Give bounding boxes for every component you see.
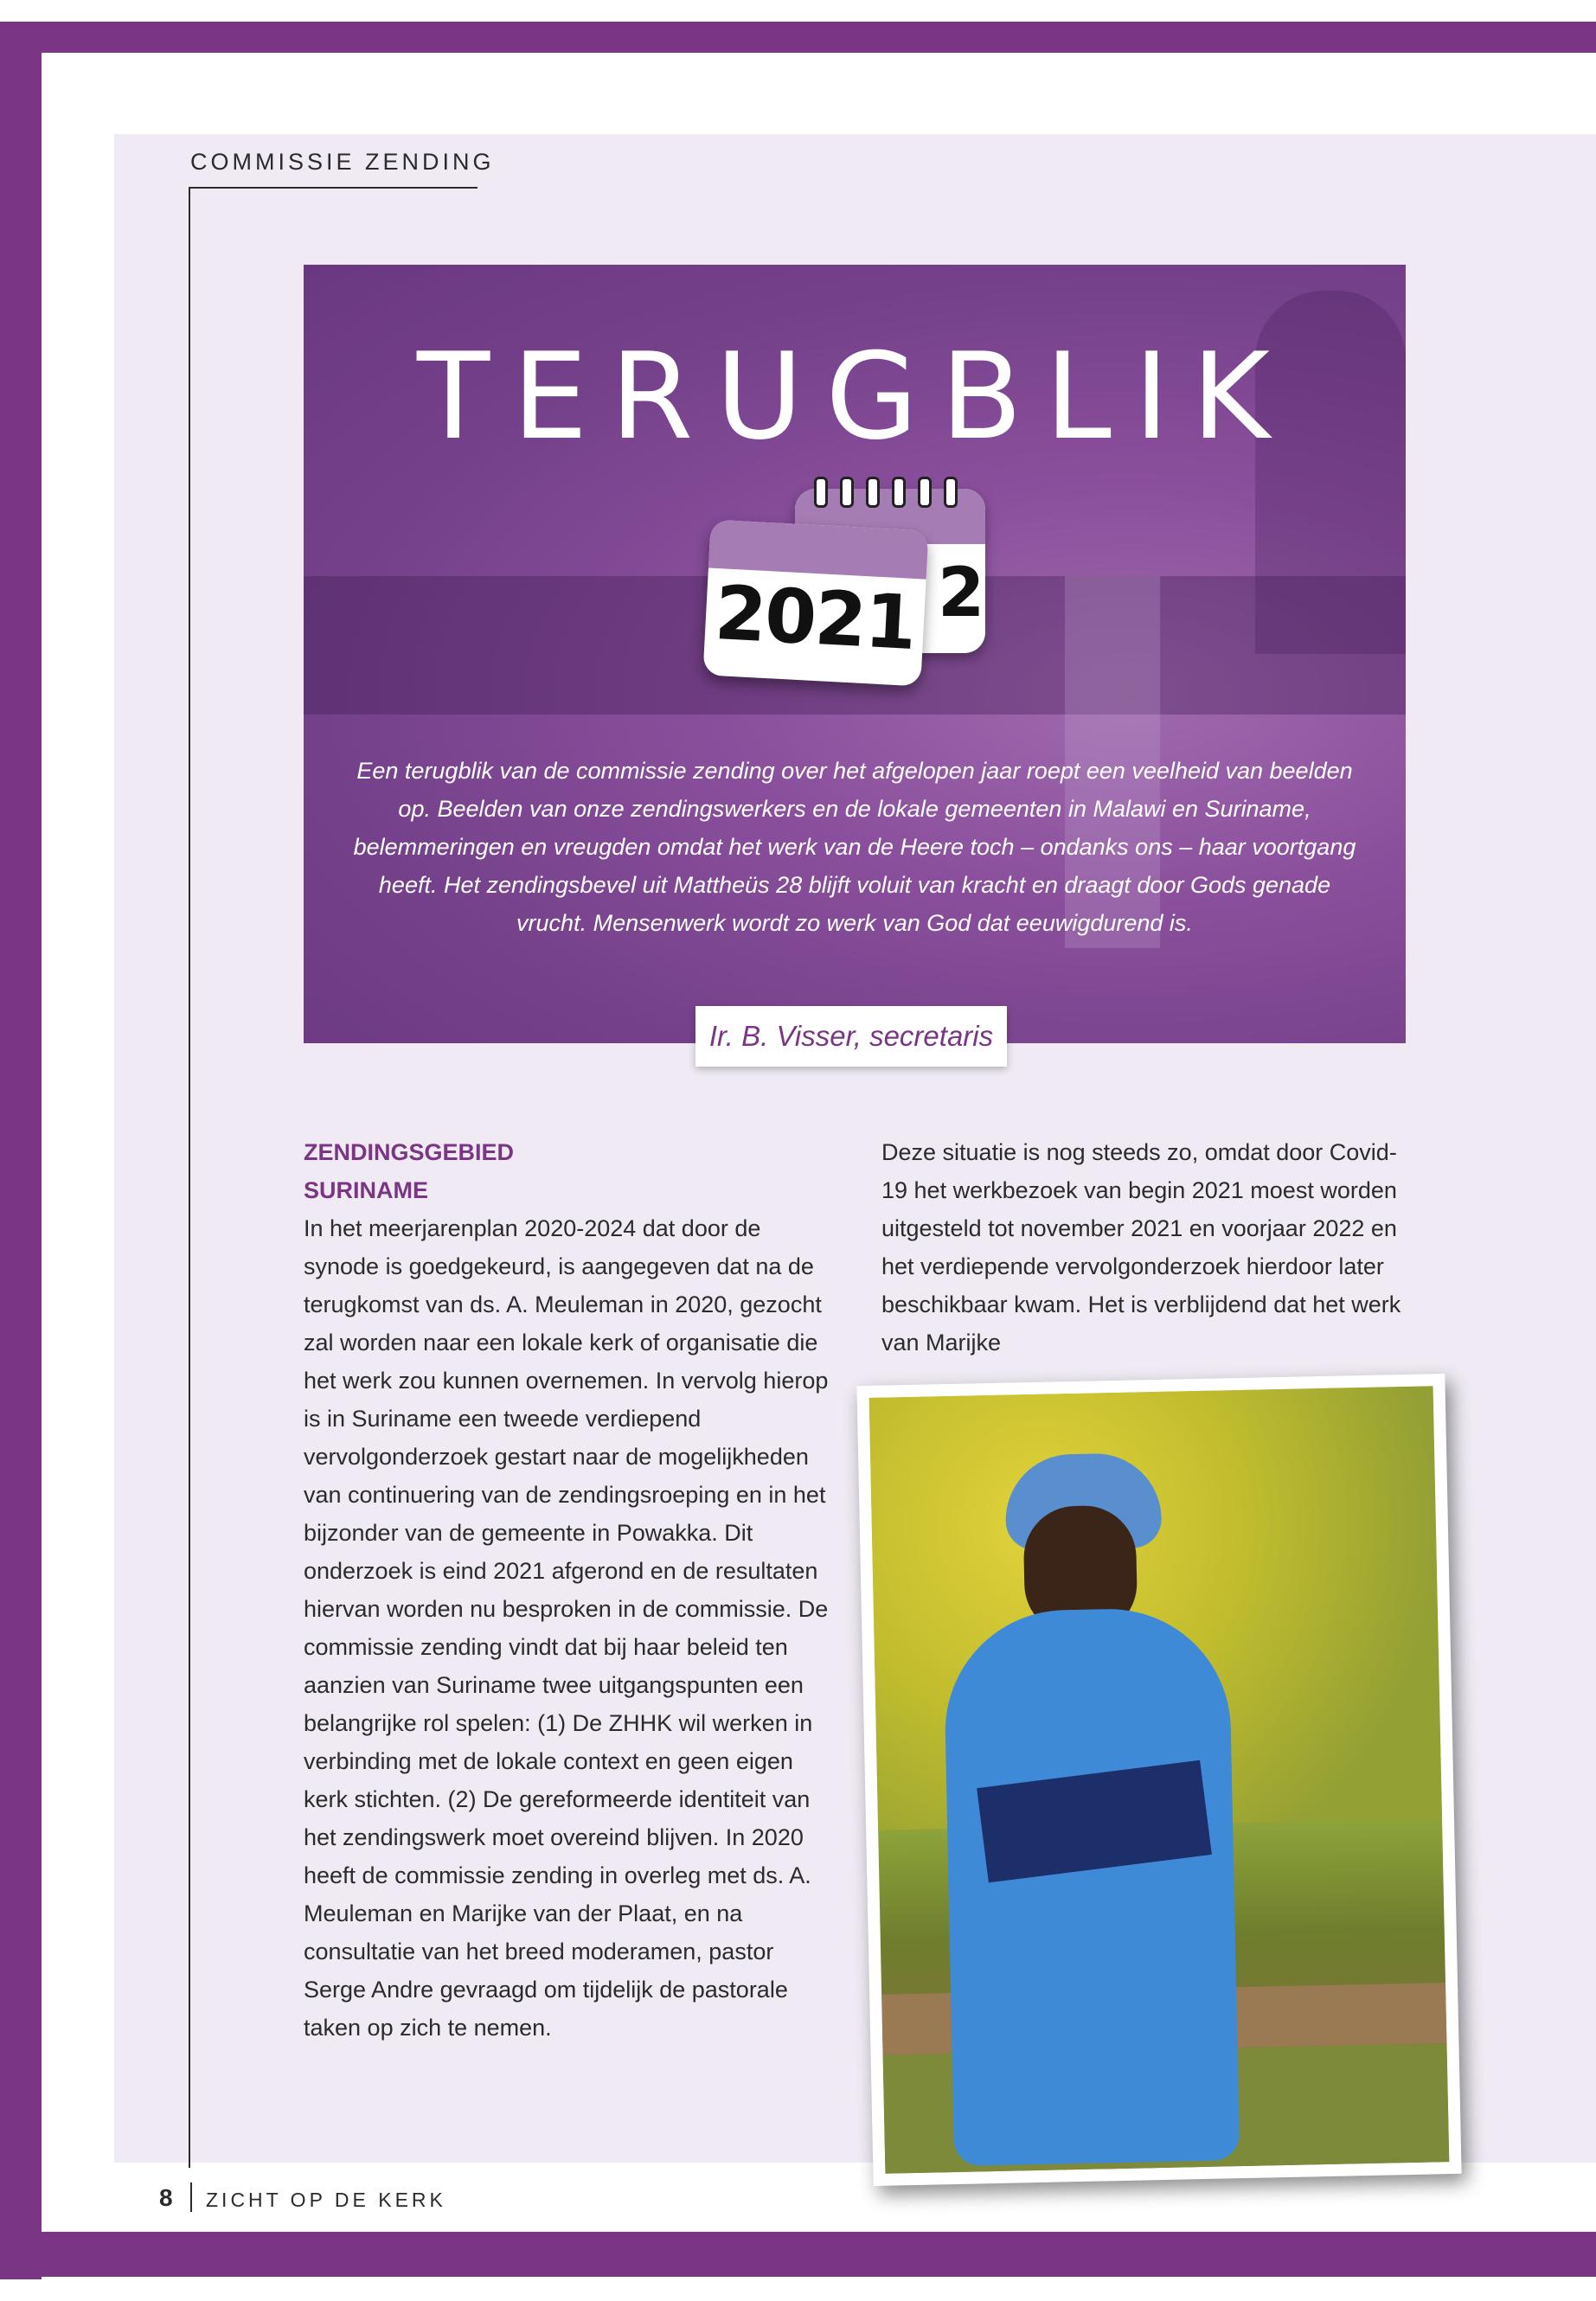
calendar-front-page — [702, 520, 928, 687]
article-body-left: In het meerjarenplan 2020-2024 dat door de synode is goedgekeurd, is aangegeven dat na de terugkomst van ds. A. Meuleman in 2020, gezocht zal worden naar een lokale kerk of organisatie die het werk zou kunnen overnemen. In vervolg hierop is in Suriname een tweede verdiepend vervolgonderzoek gestart naar de mogelijkheden van continuering van de zendingsroeping en in het bijzonder van de gemeente in Powakka. Dit onderzoek is eind 2021 afgerond en de resultaten hiervan worden nu besproken in de commissie. De commissie zending vindt dat bij haar beleid ten aanzien van Suriname twee uitgangspunten een belangrijke rol spelen: (1) De ZHHK wil werken in verbinding met de lokale context en geen eigen kerk stichten. (2) De gereformeerde identiteit van het zendingswerk moet overeind blijven. In 2020 heeft de commissie zending in overleg met ds. A. Meuleman en Marijke van der Plaat, en na consultatie van het breed moderamen, pastor Serge Andre gevraagd om tijdelijk de pastorale taken op zich te nemen. — [304, 1215, 829, 2041]
calendar-ring — [918, 477, 932, 508]
section-label: COMMISSIE ZENDING — [190, 149, 495, 175]
calendar-year: 2021 — [712, 569, 918, 667]
calendar-icon — [700, 471, 994, 688]
calendar-ring — [866, 477, 880, 508]
article-column-right — [881, 1133, 1418, 1362]
section-label-rule — [190, 187, 478, 189]
calendar-front-header — [708, 520, 929, 580]
calendar-ring — [944, 477, 958, 508]
article-column-left — [304, 1133, 840, 2047]
calendar-ring — [814, 477, 828, 508]
article-heading-line1: ZENDINGSGEBIED — [304, 1139, 515, 1165]
author-caption: Ir. B. Visser, secretaris — [695, 1006, 1007, 1067]
footer-separator — [190, 2182, 192, 2212]
hero-title: TERUGBLIK — [416, 327, 1293, 466]
magazine-name: ZICHT OP DE KERK — [206, 2189, 446, 2211]
margin-rule — [189, 187, 190, 2168]
hero-intro: Een terugblik van de commissie zending over het afgelopen jaar roept een veelheid van beelden op. Beelden van onze zendingswerkers en de lokale gemeenten in Malawi en Suriname, belemmeringen en vreugden omdat het werk van de Heere toch – ondanks ons – haar voortgang heeft. Het zendingsbevel uit Mattheüs 28 blijft voluit van kracht en draagt door Gods genade vrucht. Mensenwerk wordt zo werk van God dat eeuwigdurend is. — [353, 758, 1356, 936]
frame-bottom — [0, 2232, 1596, 2277]
photo-polaroid — [856, 1374, 1461, 2186]
article-heading-line2: SURINAME — [304, 1177, 429, 1203]
calendar-next-digit: 2 — [938, 554, 985, 632]
photo-woman-reading — [869, 1386, 1450, 2173]
calendar-ring — [840, 477, 854, 508]
page-number: 8 — [159, 2184, 173, 2211]
frame-top — [0, 22, 1596, 53]
calendar-ring — [892, 477, 906, 508]
article-body-right: Deze situatie is nog steeds zo, omdat door Covid-19 het werkbezoek van begin 2021 moest worden uitgesteld tot november 2021 en voorjaar 2022 en het verdiepende vervolgonderzoek hierdoor later beschikbaar kwam. Het is verblijdend dat het werk van Marijke — [881, 1139, 1401, 1356]
photo-dress — [943, 1606, 1240, 2166]
frame-left — [0, 22, 42, 2279]
